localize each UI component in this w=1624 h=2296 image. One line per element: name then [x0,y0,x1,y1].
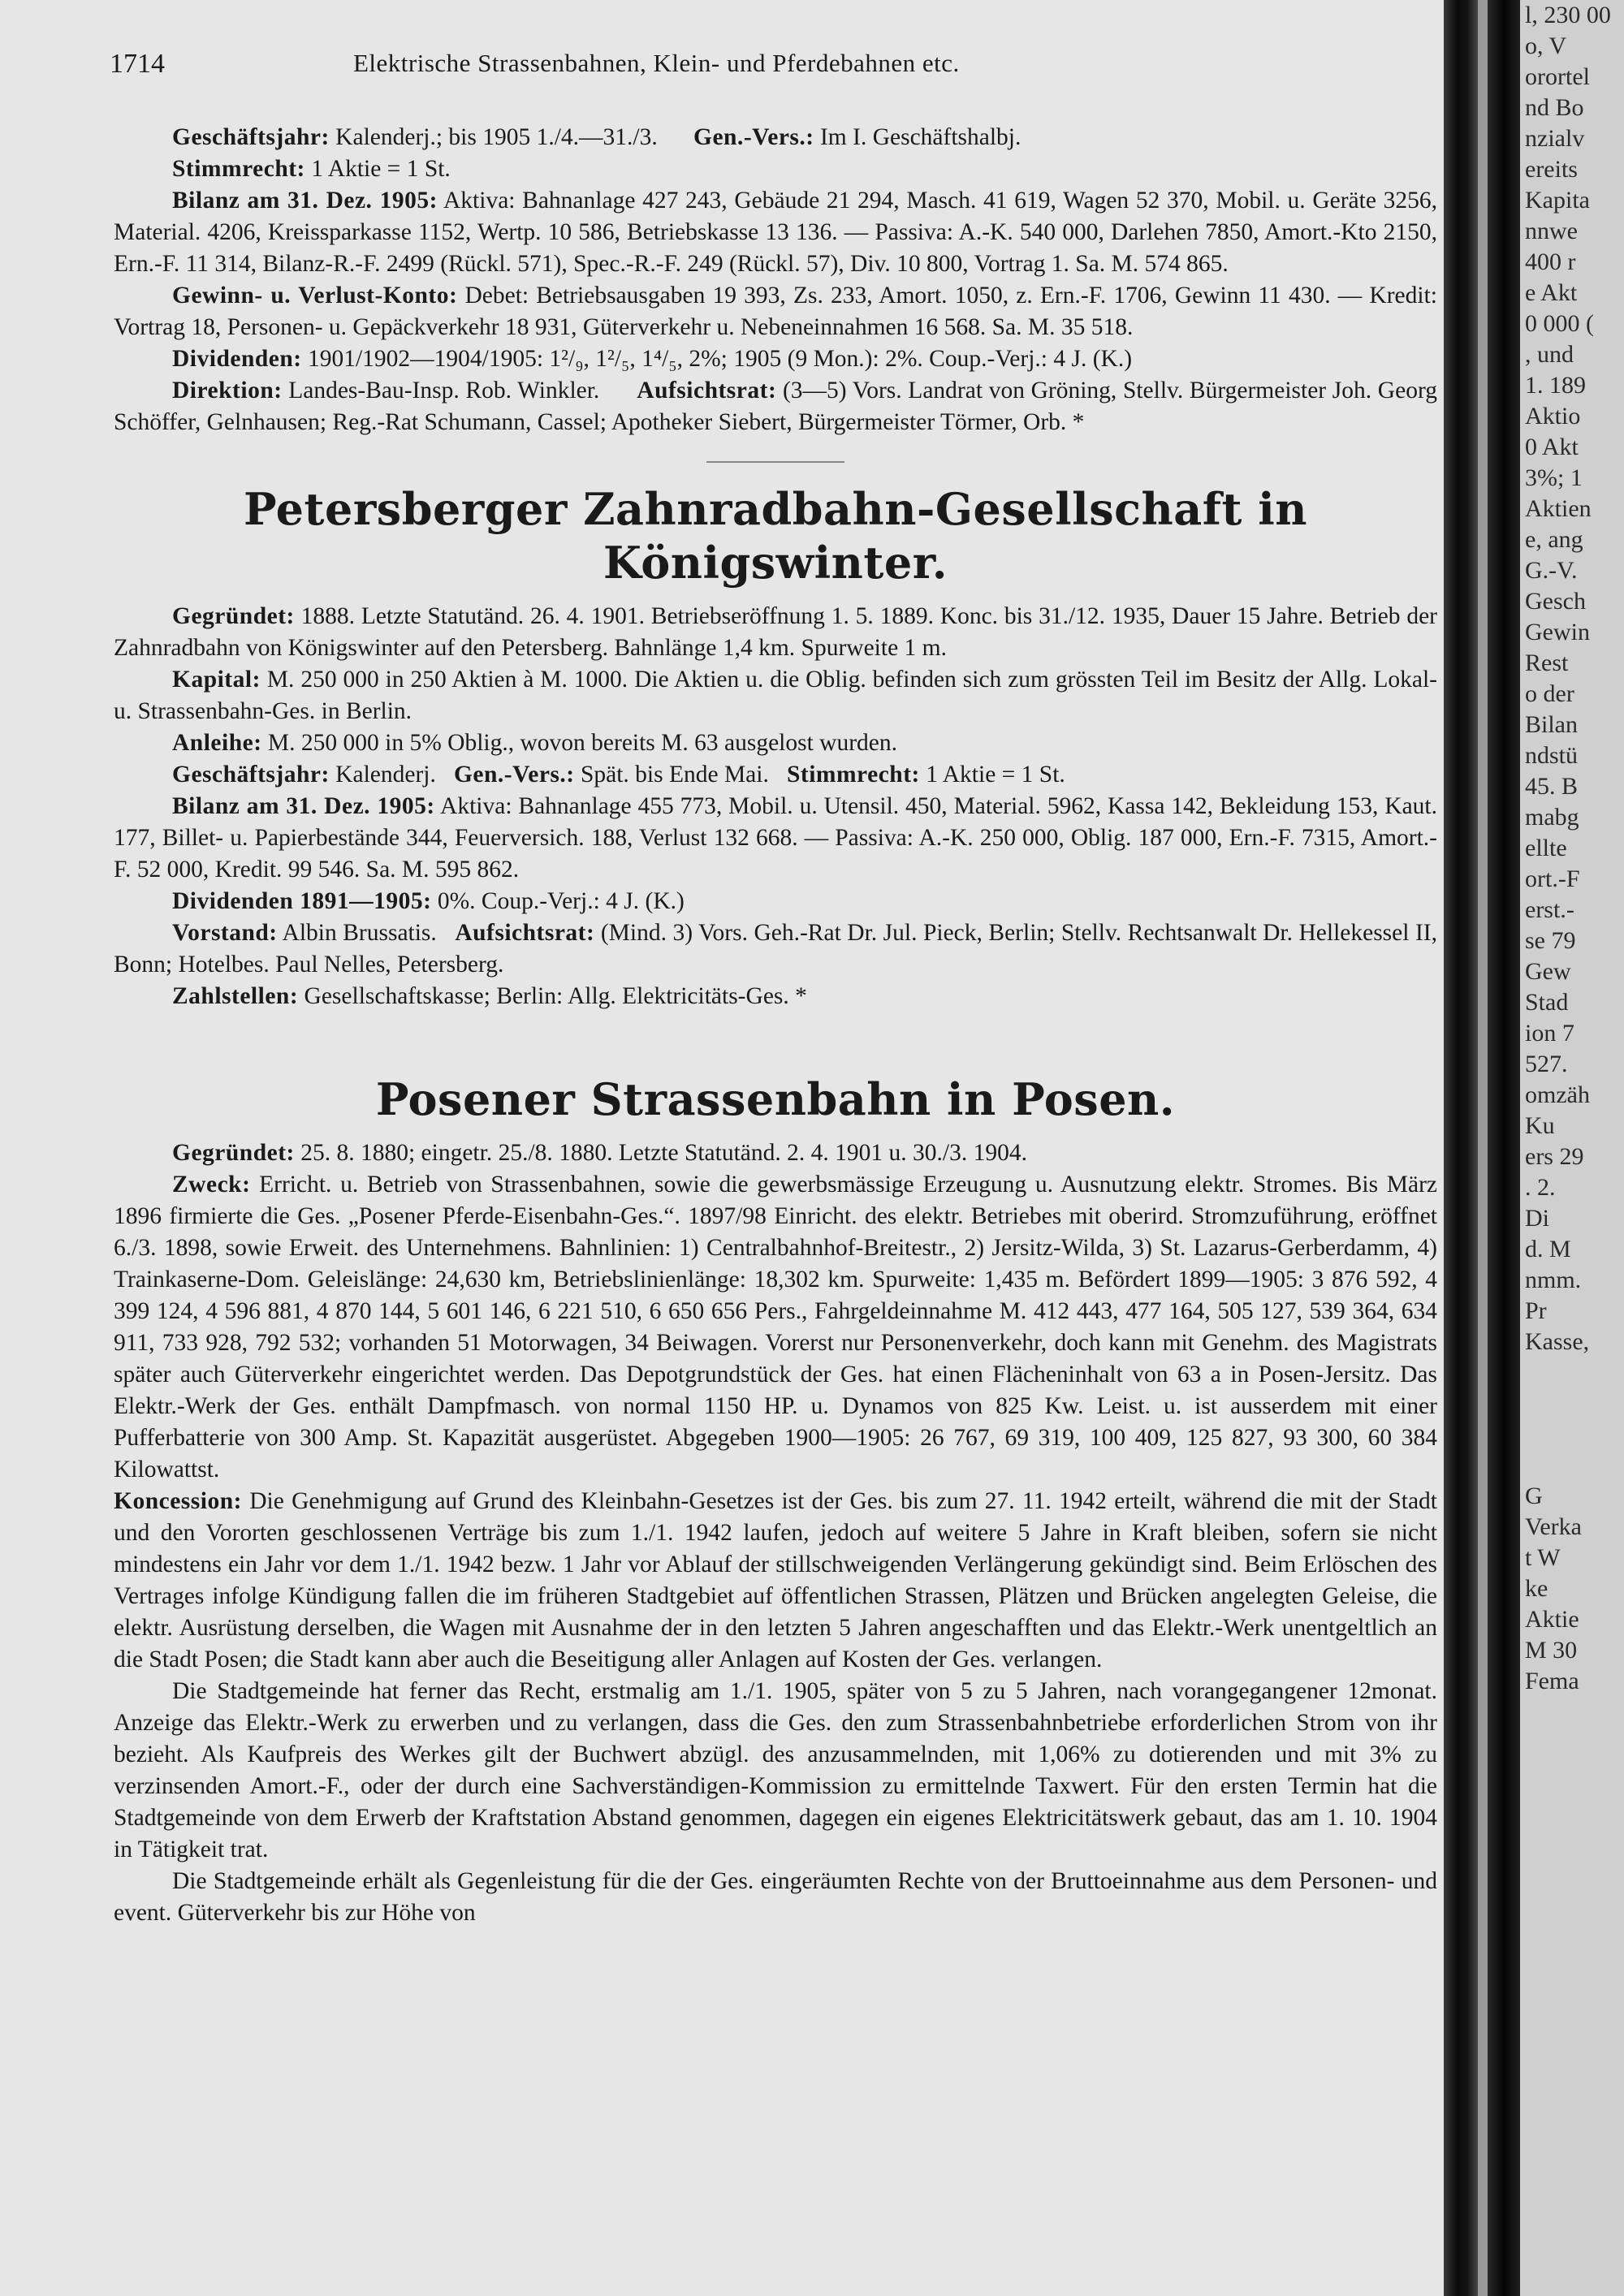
adjacent-page-line: mabg [1525,804,1579,831]
entry-gegruendet [114,1137,1437,1169]
entry-text: (Mind. 3) Vors. Geh.-Rat Dr. Jul. Pieck, Berlin; Stellv. Rechtsanwalt Dr. Hellekessel II, Bonn; Hotelbes. Paul Nelles, Petersberg. [114,920,1437,978]
entry-text: Spät. bis Ende Mai. [574,762,769,788]
adjacent-page-line: 0 Akt [1525,434,1579,460]
section-gap [114,1012,1437,1072]
adjacent-page-line [1520,1419,1624,1450]
adjacent-page-line: M 30 [1525,1637,1578,1664]
entry-text: Debet: Betriebsausgaben 19 393, Zs. 233, Amort. 1050, z. Ern.-F. 1706, Gewinn 11 430. — Kredit: Vortrag 18, Personen- u. Gepäckverkehr 18 931, Güterverkehr u. Nebeneinnahmen 16 568. Sa. M. 35 518. [114,283,1437,340]
section-divider [706,461,844,463]
entry-text: Kalenderj.; bis 1905 1./4.—31./3. [329,124,658,150]
adjacent-page-line: Rest [1525,650,1569,676]
page-header [110,49,1433,89]
entry-zweck [114,1169,1437,1486]
entry-label: Direktion: [172,378,283,404]
entry-text: 0%. Coup.-Verj.: 4 J. (K.) [431,888,685,914]
entry-text: Die Genehmigung auf Grund des Kleinbahn-Gesetzes ist der Ges. bis zum 27. 11. 1942 erteilt, während die mit der Stadt und den Vororten geschlossenen Verträge bis zum 1./1. 1942 laufen, jedoch auf weitere 5 Jahre in Kraft bleiben, sofern sie nicht mindestens ein Jahr vor dem 1./1. 1942 bezw. 1 Jahr vor Ablauf der stillschweigenden Verlängerung gekündigt sind. Beim Erlöschen des Vertrages infolge Kündigung fallen die im früheren Stadtgebiet auf öffentlichen Strassen, Plätzen und Brücken angelegten Geleise, die elektr. Ausrüstung derselben, die Wagen mit Ausnahme der in den letzten 5 Jahren angeschafften und das Elektr.-Werk unentgeltlich an die Stadt Posen; die Stadt kann aber auch die Beseitigung aller Anlagen auf Kosten der Ges. verlangen. [114,1488,1437,1672]
entry-label: Zahlstellen: [172,983,299,1009]
entry-gewinn-verlust [114,280,1437,343]
entry-bilanz [114,791,1437,886]
adjacent-page-line [1520,1388,1624,1419]
adjacent-page-line: 1. 189 [1525,372,1586,399]
entry-label: Bilanz am 31. Dez. 1905: [172,188,438,214]
adjacent-page-line: o, V [1525,32,1567,59]
page-content [114,122,1437,1929]
adjacent-page-line: e, ang [1525,526,1583,553]
adjacent-page-line: Kapita [1525,187,1590,214]
adjacent-page-line: 3%; 1 [1525,464,1583,491]
entry-text: M. 250 000 in 250 Aktien à M. 1000. Die Aktien u. die Oblig. befinden sich zum grössten Teil im Besitz der Allg. Lokal- u. Strassenbahn-Ges. in Berlin. [114,667,1437,724]
adjacent-page-line: G.-V. [1525,557,1578,584]
adjacent-page-line: 0 000 ( [1525,310,1594,337]
entry-text: Im I. Geschäftshalbj. [814,124,1021,150]
entry-label: Dividenden 1891—1905: [172,888,432,914]
adjacent-page-line: ort.-F [1525,865,1580,892]
entry-label: Koncession: [114,1488,242,1514]
adjacent-page-line: ndstü [1525,742,1579,769]
entry-label: Aufsichtsrat: [637,378,777,404]
adjacent-page-line: 400 r [1525,248,1576,275]
entry-label: Bilanz am 31. Dez. 1905: [172,793,435,819]
book-gutter-edge [1488,0,1520,2296]
entry-geschaeftsjahr [114,122,1437,153]
entry-label: Anleihe: [172,730,262,756]
adjacent-page-line: Fema [1525,1668,1579,1694]
section-title: Petersberger Zahnradbahn-Gesellschaft in Königswinter. [244,483,1307,589]
entry-gegruendet [114,601,1437,664]
adjacent-page-line: . 2. [1525,1174,1556,1201]
adjacent-page-line: e Akt [1525,279,1578,306]
adjacent-page-line: Kasse, [1525,1328,1590,1355]
entry-text: 1 Aktie = 1 St. [919,762,1065,788]
entry-geschaeftsjahr [114,759,1437,791]
adjacent-page-line: Gew [1525,958,1571,985]
section-continuation [114,122,1437,438]
entry-text: Erricht. u. Betrieb von Strassenbahnen, sowie die gewerbsmässige Erzeugung u. Ausnutzung elektr. Stromes. Bis März 1896 firmierte die Ges. „Posener Pferde-Eisenbahn-Ges.“. 1897/98 Einricht. des elektr. Betriebes mit oberird. Stromzuführung, eröffnet 6./3. 1898, sowie Erweit. des Unternehmens. Bahnlinien: 1) Centralbahnhof-Breitestr., 2) Jersitz-Wilda, 3) St. Lazarus-Gerberdamm, 4) Trainkaserne-Dom. Geleislänge: 24,630 km, Betriebslinienlänge: 18,302 km. Spurweite: 1,435 m. Befördert 1899—1905: 3 876 592, 4 399 124, 4 596 881, 4 870 144, 5 601 146, 6 221 510, 6 650 656 Pers., Fahrgeldeinnahme M. 412 443, 477 164, 505 127, 539 364, 634 911, 733 928, 792 532; vorhanden 51 Motorwagen, 34 Beiwagen. Vorerst nur Personenverkehr, doch kann mit Genehm. des Magistrats später auch Güterverkehr eingerichtet werden. Das Depotgrundstück der Ges. hat einen Flächeninhalt von 63 a in Posen-Jersitz. Das Elektr.-Werk der Ges. enthält Dampfmasch. von normal 1150 HP. u. Dynamos von 825 Kw. Leist. u. ist ausserdem mit einer Pufferbatterie von 300 Amp. St. Kapazität ausgerüstet. Abgegeben 1900—1905: 26 767, 69 319, 100 409, 125 827, 93 300, 60 384 Kilowattst. [114,1172,1437,1482]
adjacent-page-line: Bilan [1525,711,1578,738]
adjacent-page-line: Di [1525,1205,1549,1232]
entry-text: Aktiva: Bahnanlage 427 243, Gebäude 21 294, Masch. 41 619, Wagen 52 370, Mobil. u. Geräte 3256, Material. 4206, Kreissparkasse 1152, Wertp. 10 586, Betriebskasse 13 136. — Passiva: A.-K. 540 000, Darlehen 7850, Amort.-Kto 2150, Ern.-F. 11 314, Bilanz-R.-F. 2499 (Rückl. 571), Spec.-R.-F. 249 (Rückl. 57), Div. 10 800, Vortrag 1. Sa. M. 574 865. [114,188,1437,277]
entry-text: Aktiva: Bahnanlage 455 773, Mobil. u. Utensil. 450, Material. 5962, Kassa 142, Bekleidung 153, Kaut. 177, Billet- u. Papierbestände 344, Feuerversich. 188, Verlust 132 668. — Passiva: A.-K. 250 000, Oblig. 187 000, Ern.-F. 7315, Amort.-F. 52 000, Kredit. 99 546. Sa. M. 595 862. [114,793,1437,883]
adjacent-page-line: ers 29 [1525,1143,1584,1170]
entry-text: Landes-Bau-Insp. Rob. Winkler. [282,378,600,404]
entry-label: Geschäftsjahr: [172,762,330,788]
entry-paragraph [114,1866,1437,1929]
entry-vorstand [114,917,1437,981]
adjacent-page-line: orortel [1525,63,1590,90]
entry-text: 1901/1902—1904/1905: 1²/₉, 1²/₅, 1⁴/₅, 2%; 1905 (9 Mon.): 2%. Coup.-Verj.: 4 J. (K.) [301,346,1133,372]
adjacent-page-line: erst.- [1525,896,1574,923]
adjacent-page-line: 527. [1525,1051,1568,1077]
entry-label: Gewinn- u. Verlust-Konto: [172,283,458,309]
entry-text: (3—5) Vors. Landrat von Gröning, Stellv. Bürgermeister Joh. Georg Schöffer, Gelnhausen; Reg.-Rat Schumann, Cassel; Apotheker Siebert, Bürgermeister Törmer, Orb. * [114,378,1437,435]
entry-koncession [114,1486,1437,1676]
entry-label: Gen.-Vers.: [693,124,814,150]
adjacent-page-line: nmm. [1525,1267,1582,1293]
entry-text: Die Stadtgemeinde hat ferner das Recht, erstmalig am 1./1. 1905, später von 5 zu 5 Jahren, nach vorangegangener 12monat. Anzeige das Elektr.-Werk zu erwerben und zu verlangen, dass die Ges. den zum Strassenbahnbetriebe erforderlichen Strom von ihr bezieht. Als Kaufpreis des Werkes gilt der Buchwert abzügl. des anzusammelnden, mit 1,06% zu dotierenden und mit 3% zu verzinsenden Amort.-F., oder der durch eine Sachverständigen-Kommission zu ermittelnde Taxwert. Für den ersten Termin hat die Stadtgemeinde von dem Erwerb der Kraftstation Abstand genommen, dagegen ein eigenes Elektricitätswerk gebaut, das am 1. 10. 1904 in Tätigkeit trat. [114,1678,1437,1862]
adjacent-page-line: Gesch [1525,588,1586,615]
entry-direktion [114,375,1437,438]
entry-text: M. 250 000 in 5% Oblig., wovon bereits M. 63 ausgelost wurden. [261,730,898,756]
entry-text: Albin Brussatis. [277,920,437,946]
adjacent-page-line: omzäh [1525,1081,1590,1108]
section-posener [114,1072,1437,1929]
adjacent-page-line [1520,1450,1624,1481]
entry-text: 25. 8. 1880; eingetr. 25./8. 1880. Letzte Statutänd. 2. 4. 1901 u. 30./3. 1904. [294,1140,1027,1166]
entry-label: Vorstand: [172,920,278,946]
entry-dividenden [114,343,1437,375]
adjacent-page-line: Verka [1525,1513,1582,1540]
adjacent-page-line: nd Bo [1525,94,1584,121]
adjacent-page-line: t W [1525,1544,1561,1571]
entry-label: Gegründet: [172,1140,295,1166]
adjacent-page-line: Aktio [1525,403,1581,429]
adjacent-page-line: Gewin [1525,619,1590,645]
adjacent-page-line: ereits [1525,156,1578,183]
entry-bilanz [114,185,1437,280]
adjacent-page-line: o der [1525,680,1574,707]
entry-zahlstellen [114,981,1437,1012]
book-gutter-shadow [1444,0,1478,2296]
entry-label: Aufsichtsrat: [455,920,595,946]
entry-label: Gegründet: [172,603,295,629]
entry-text: Kalenderj. [329,762,436,788]
entry-text: 1888. Letzte Statutänd. 26. 4. 1901. Betriebseröffnung 1. 5. 1889. Konc. bis 31./12. 1935, Dauer 15 Jahre. Betrieb der Zahnradbahn von Königswinter auf den Petersberg. Bahnlänge 1,4 km. Spurweite 1 m. [114,603,1437,661]
adjacent-page-line: ellte [1525,835,1567,861]
adjacent-page-line: Aktien [1525,495,1592,522]
adjacent-page-fragments [1520,0,1624,1697]
entry-paragraph [114,1676,1437,1866]
section-title: Posener Strassenbahn in Posen. [375,1073,1176,1125]
adjacent-page-line: Pr [1525,1297,1547,1324]
entry-label: Kapital: [172,667,261,693]
adjacent-page-line: se 79 [1525,927,1576,954]
adjacent-page-edge [1520,0,1624,2296]
entry-label: Geschäftsjahr: [172,124,330,150]
adjacent-page-line: nzialv [1525,125,1585,152]
entry-label: Dividenden: [172,346,302,372]
adjacent-page-line: d. M [1525,1236,1571,1262]
adjacent-page-line: Stad [1525,989,1569,1016]
adjacent-page-line: ke [1525,1575,1548,1602]
adjacent-page-line: , und [1525,341,1574,368]
entry-text: Gesellschaftskasse; Berlin: Allg. Elektricitäts-Ges. * [298,983,807,1009]
entry-label: Zweck: [172,1172,251,1198]
adjacent-page-line: G [1525,1482,1543,1509]
entry-label: Stimmrecht: [786,762,920,788]
entry-label: Gen.-Vers.: [453,762,575,788]
adjacent-page-line [1520,1357,1624,1388]
adjacent-page-line: nnwe [1525,218,1578,244]
entry-kapital [114,664,1437,727]
adjacent-page-line: 45. B [1525,773,1579,800]
adjacent-page-line: Aktie [1525,1606,1579,1633]
entry-text: Die Stadtgemeinde erhält als Gegenleistung für die der Ges. eingeräumten Rechte von der Bruttoeinnahme aus dem Personen- und event. Güterverkehr bis zur Höhe von [114,1868,1437,1926]
running-head: Elektrische Strassenbahnen, Klein- und Pferdebahnen etc. [353,49,960,77]
adjacent-page-line: ion 7 [1525,1020,1574,1047]
adjacent-page-line: Ku [1525,1112,1555,1139]
page-number: 1714 [110,49,165,79]
entry-dividenden [114,886,1437,917]
entry-anleihe [114,727,1437,759]
book-gutter [1478,0,1488,2296]
entry-text: 1 Aktie = 1 St. [304,156,451,182]
entry-label: Stimmrecht: [172,156,305,182]
entry-stimmrecht [114,153,1437,185]
adjacent-page-line: l, 230 00 [1525,2,1611,28]
section-petersberger [114,482,1437,1012]
